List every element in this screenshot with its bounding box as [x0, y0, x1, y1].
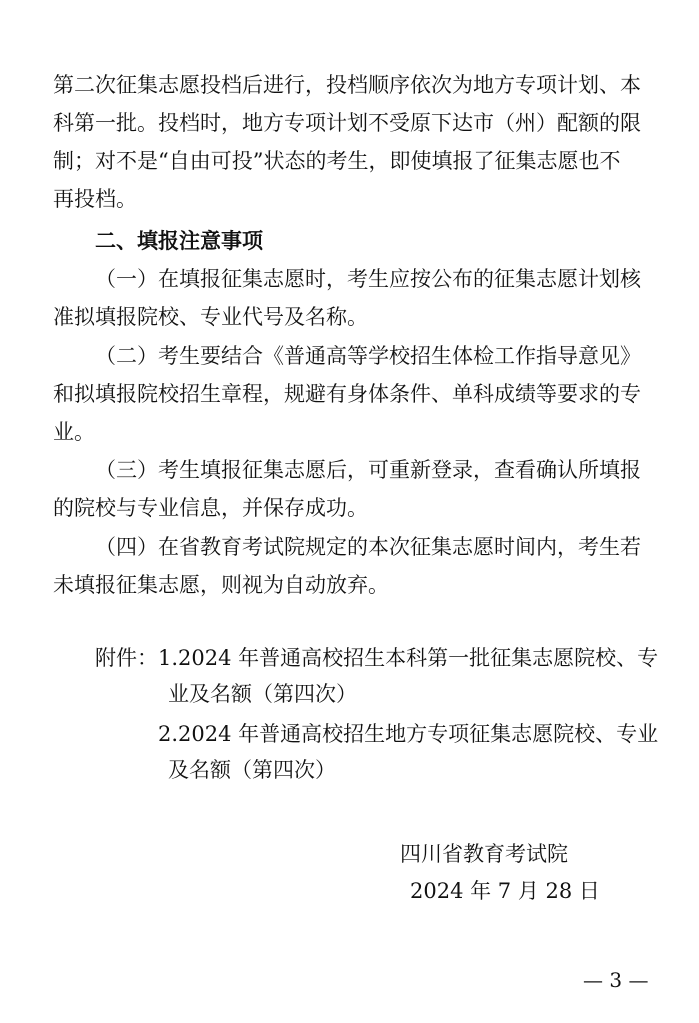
text-line: （四）在省教育考试院规定的本次征集志愿时间内，考生若 [95, 535, 641, 559]
notice-item-1 [53, 260, 653, 336]
text-line: 科第一批。投档时，地方专项计划不受原下达市（州）配额的限 [53, 111, 641, 135]
text-line: 制；对不是“自由可投”状态的考生，即使填报了征集志愿也不 [53, 149, 621, 173]
text-line: 准拟填报院校、专业代号及名称。 [53, 305, 368, 329]
attachment-item-2 [158, 716, 658, 788]
text-line: 第二次征集志愿投档后进行，投档顺序依次为地方专项计划、本 [53, 73, 641, 97]
issuer-name: 四川省教育考试院 [400, 842, 568, 866]
text-line: 2.2024 年普通高校招生地方专项征集志愿院校、专业 [158, 722, 659, 746]
section-heading: 二、填报注意事项 [95, 229, 263, 253]
text-line: 的院校与专业信息，并保存成功。 [53, 496, 368, 520]
text-line: 1.2024 年普通高校招生本科第一批征集志愿院校、专 [158, 646, 659, 670]
text-line: 及名额（第四次） [168, 758, 336, 782]
page-number: — 3 — [583, 968, 649, 992]
text-line: 业及名额（第四次） [168, 682, 357, 706]
intro-paragraph [53, 66, 653, 218]
text-line: （二）考生要结合《普通高等学校招生体检工作指导意见》 [95, 344, 641, 368]
text-line: （三）考生填报征集志愿后，可重新登录，查看确认所填报 [95, 458, 641, 482]
text-line: 再投档。 [53, 187, 137, 211]
text-line: 未填报征集志愿，则视为自动放弃。 [53, 573, 389, 597]
notice-item-4 [53, 528, 653, 604]
text-line: （一）在填报征集志愿时，考生应按公布的征集志愿计划核 [95, 267, 641, 291]
attachment-item-1 [158, 640, 658, 712]
issue-date: 2024 年 7 月 28 日 [410, 879, 600, 903]
text-line: 和拟填报院校招生章程，规避有身体条件、单科成绩等要求的专 [53, 382, 641, 406]
notice-item-2 [53, 337, 653, 451]
attachments-label: 附件： [95, 646, 158, 670]
text-line: 业。 [53, 420, 95, 444]
notice-item-3 [53, 451, 653, 527]
